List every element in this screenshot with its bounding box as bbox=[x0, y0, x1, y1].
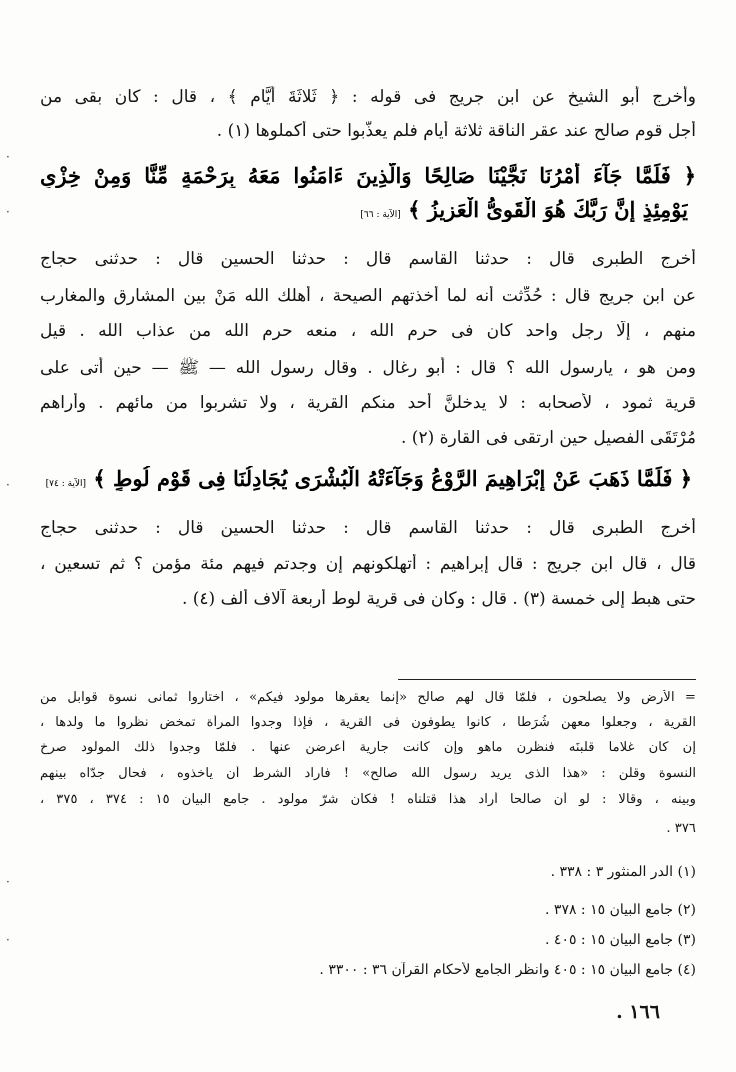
footnote-continuation-line-5: وبينه ، وقالا : لو أن صالحا أراد هذا قتلناه ! فكان شرّ مولود . جامع البيان ١٥ : ٣٧٤ ، ٣٧٥ ، bbox=[40, 792, 696, 807]
margin-speck: · bbox=[6, 150, 10, 164]
quran-verse-74-text: ﴿ فَلَمَّا ذَهَبَ عَنْ إِبْرَاهِيمَ الرَّوْعُ وَجَآءَتْهُ الْبُشْرَى يُجَادِلُنَا فِى قَوْمِ لُوطٍ ﴾ bbox=[93, 466, 692, 491]
paragraph-2-line-3: منهم ، إلّا رجل واحد كان فى حرم الله ، منعه حرم الله من عذاب الله . قيل bbox=[40, 321, 696, 341]
footnote-continuation-line-4: النسوة وقلن : «هذا الذى يريد رسول الله صالح» ! فأراد الشرط أن يأخذوه ، فحال جدّاه بينهم bbox=[40, 766, 696, 781]
paragraph-2-line-6: مُرْتَقَى الفصيل حين ارتقى فى القارة (٢) . bbox=[401, 428, 696, 448]
paragraph-3-line-1: أخرج الطبرى قال : حدثنا القاسم قال : حدثنا الحسين قال : حدثنى حجاج bbox=[40, 518, 696, 538]
paragraph-1-line-1: وأخرج أبو الشيخ عن ابن جريج فى قوله : ﴿ ثَلاثَةَ أيَّامٍ ﴾ ، قال : كان بقى من bbox=[40, 87, 696, 107]
paragraph-3-line-3: حتى هبط إلى خمسة (٣) . قال : وكان فى قرية لوط أربعة آلاف ألف (٤) . bbox=[181, 589, 696, 609]
footnote-2: (٢) جامع البيان ١٥ : ٣٧٨ . bbox=[545, 902, 696, 918]
margin-speck: · bbox=[6, 933, 10, 947]
footnote-continuation-line-1: = الأرض ولا يصلحون ، فلمّا قال لهم صالح «إنما يعقرها مولود فيكم» ، اختاروا ثمانى نسوة قوابل من bbox=[40, 690, 696, 705]
footnote-continuation-line-2: القرية ، وجعلوا معهن شُرَطا ، كانوا يطوفون فى القرية ، فإذا وجدوا المرأة تمخض نظروا ما ولدها ، bbox=[40, 715, 696, 730]
footnote-continuation-line-3: إن كان غلاما قلبنَه فنظرن ماهو وإن كانت جارية أعرضن عنها . فلمّا وجدوا ذلك المولود صرخ bbox=[40, 740, 696, 755]
margin-speck: · bbox=[6, 205, 10, 219]
paragraph-3-line-2: قال ، قال ابن جريج : قال إبراهيم : أتهلكونهم إن وجدتم فيهم مئة مؤمن ؟ ثم تسعين ، bbox=[40, 554, 696, 574]
paragraph-2-line-4: ومن هو ، يارسول الله ؟ قال : أبو رغال . وقال رسول الله — ﷺ — حين أتى على bbox=[40, 358, 696, 378]
paragraph-2-line-2: عن ابن جريج قال : حُدِّثت أنه لما أخذتهم الصيحة ، أهلك الله مَنْ بين المشارق والمغارب bbox=[40, 286, 696, 306]
margin-speck: · bbox=[6, 478, 10, 492]
verse-66-reference: [الآية : ٦٦] bbox=[360, 210, 401, 220]
footnote-1: (١) الدر المنثور ٣ : ٣٣٨ . bbox=[550, 864, 696, 880]
footnote-continuation-line-6: ٣٧٦ . bbox=[666, 821, 696, 836]
paragraph-2-line-1: أخرج الطبرى قال : حدثنا القاسم قال : حدثنا الحسين قال : حدثنى حجاج bbox=[40, 249, 696, 269]
footnote-separator bbox=[398, 679, 696, 680]
verse-74-reference: [الآية : ٧٤] bbox=[45, 479, 87, 489]
quran-verse-66-line-2-text: يَوْمِئِذٍ إِنَّ رَبَّكَ هُوَ الْقَوِىُّ الْعَزِيزُ ﴾ bbox=[408, 197, 688, 222]
quran-verse-66-line-2 bbox=[128, 197, 688, 222]
margin-speck: · bbox=[6, 875, 10, 889]
footnote-3: (٣) جامع البيان ١٥ : ٤٠٥ . bbox=[545, 932, 696, 948]
page-number: ١٦٦ . bbox=[616, 1001, 660, 1023]
paragraph-2-line-5: قرية ثمود ، لأصحابه : لا يدخلنَّ أحد منكم القرية ، ولا تشربوا من مائهم . وأراهم bbox=[40, 393, 696, 413]
footnote-4: (٤) جامع البيان ١٥ : ٤٠٥ وانظر الجامع لأحكام القرآن ٣٦ : ٣٣٠٠ . bbox=[319, 962, 696, 978]
quran-verse-66-line-1: ﴿ فَلَمَّا جَآءَ أَمْرُنَا نَجَّيْنَا صَالِحًا وَالَّذِينَ ءَامَنُوا مَعَهُ بِرَحْمَةٍ مِّنَّا وَمِنْ خِزْىِ bbox=[40, 163, 696, 188]
paragraph-1-line-2: أجل قوم صالح عند عقر الناقة ثلاثة أيام فلم يعذّبوا حتى أكملوها (١) . bbox=[216, 121, 696, 141]
quran-verse-74 bbox=[32, 466, 692, 491]
